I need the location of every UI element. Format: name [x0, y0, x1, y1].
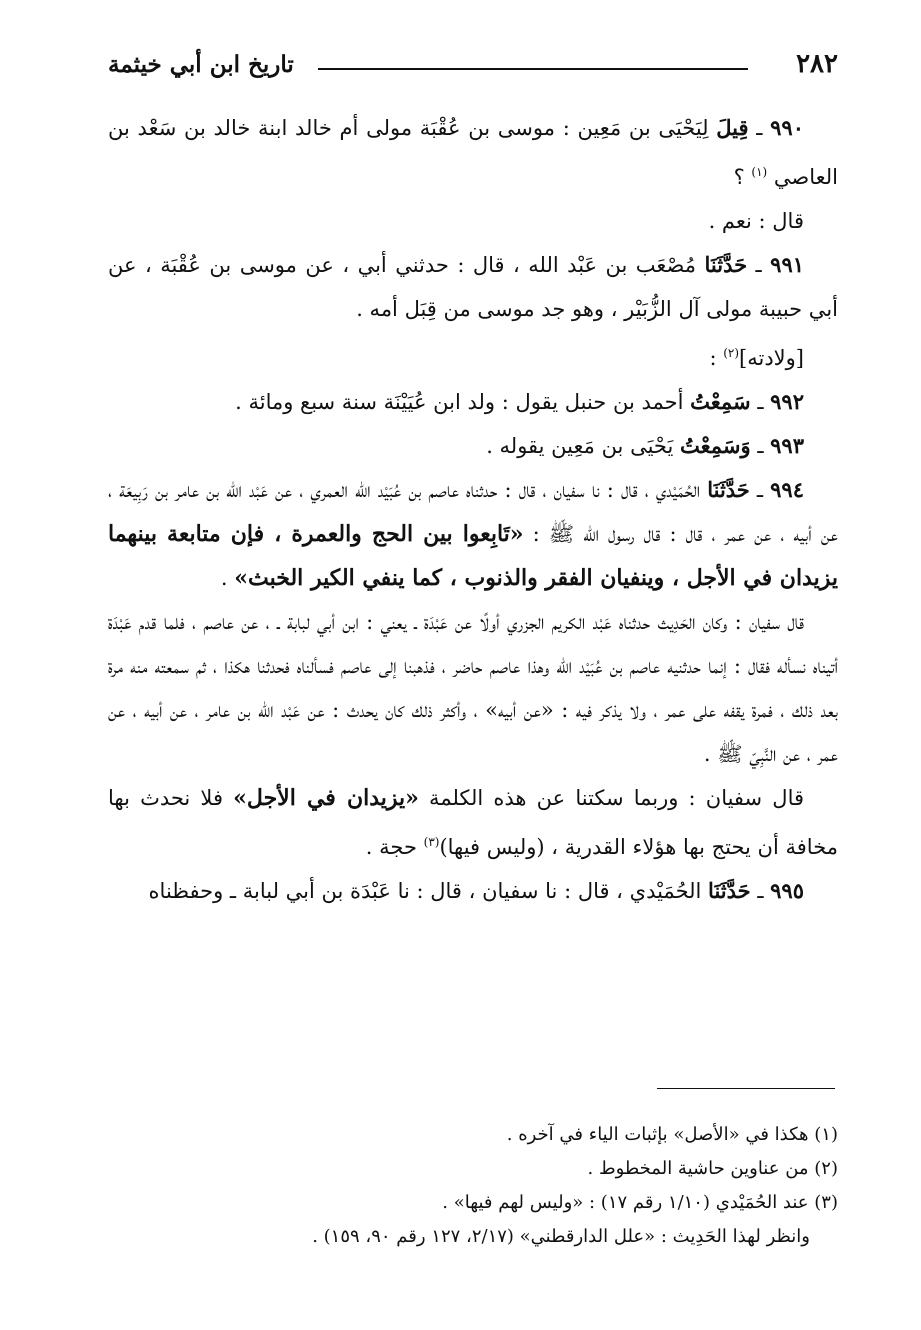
paragraph-sufyan-2: قال سفيان : وربما سكتنا عن هذه الكلمة «يزيدان في الأجل» فلا نحدث بها مخافة أن يحتج بها هؤلاء القدرية ، (وليس فيها)$^{(٣)}$ حجة .	[108, 785, 838, 859]
hadith-number: ٩٩١	[770, 252, 805, 277]
hadith-number: ٩٩٥	[770, 878, 804, 903]
page-header	[108, 44, 838, 84]
paragraph-text: يَحْيَى بن مَعِين يقوله .	[486, 434, 680, 458]
narration-keyword: قِيلَ	[716, 115, 749, 140]
paragraph-text: قال سفيان : وكان الحَدِيث حدثناه عَبْد الكريم الجزري أولًا عن عَبْدَة ـ يعني : ابن أبي لبابة ـ ، عن عاصم ، فلما قدم عَبْدَة أتيناه نسأله فقال : إنما حدثنيه عاصم بن عُبَيْد الله وهذا عاصم حاضر ، فذهبنا إلى عاصم فسألناه فحدثنا هكذا ، ثم سمعته منه مرة بعد ذلك ، فمرة يقفه على عمر ، ولا يذكر فيه : «عن أبيه» ، وأكثر ذلك كان يحدث : عن عَبْد الله بن عامر ، عن أبيه ، عن عمر ، عن النَّبِيّ ﷺ .	[108, 610, 838, 766]
footnote-3-continuation: وانظر لهذا الحَدِيث : «علل الدارقطني» (٢/١٧، ١٢٧ رقم ٩٠، ١٥٩) .	[312, 1226, 810, 1247]
hadith-number: ٩٩٤	[770, 477, 804, 502]
footnote-marker: (١)	[751, 165, 768, 179]
footnote-1: (١) هكذا في «الأصل» بإثبات الياء في آخره .	[506, 1124, 838, 1145]
footnotes	[108, 1118, 838, 1254]
paragraph-text: الحُمَيْدي ، قال : نا سفيان ، قال : حدثناه عاصم بن عُبَيْد الله العمري ، عن عَبْد الله بن عامر بن رَبِيعَة ، عن أبيه ، عن عمر ، قال : قال رسول الله ﷺ :	[108, 478, 838, 546]
paragraph-991: ٩٩١ ـ حَدَّثَنَا مُصْعَب بن عَبْد الله ، قال : حدثني أبي ، عن موسى بن عُقْبَة ، عن أبي حبيبة مولى آل الزُّبَيْر ، وهو جد موسى من قِبَل أمه .	[108, 252, 838, 321]
quoted-phrase: «يزيدان في الأجل»	[233, 785, 419, 811]
narration-keyword: حَدَّثَنَا	[704, 252, 748, 277]
narration-keyword: حَدَّثَنَا	[708, 878, 751, 903]
hadith-number: ٩٩٢	[770, 389, 804, 414]
paragraph-994: ٩٩٤ ـ حَدَّثَنَا الحُمَيْدي ، قال : نا سفيان ، قال : حدثناه عاصم بن عُبَيْد الله العمري ، عن عَبْد الله بن عامر بن رَبِيعَة ، عن أبيه ، عن عمر ، قال : قال رسول الله ﷺ : «تَابِعوا بين الحج والعمرة ، فإن متابعة بينهما يزيدان في الأجل ، وينفيان الفقر والذنوب ، كما ينفي الكير الخبث» .	[108, 477, 838, 591]
footnote-marker: (٢)	[723, 346, 740, 360]
paragraph-993: ٩٩٣ ـ وَسَمِعْتُ يَحْيَى بن مَعِين يقوله .	[486, 433, 804, 458]
main-text	[108, 106, 838, 913]
paragraph-text: قال سفيان : وربما سكتنا عن هذه الكلمة	[418, 786, 805, 810]
paragraph-text: قال : نعم .	[708, 209, 804, 233]
narration-keyword: سَمِعْتُ	[690, 389, 751, 414]
paragraph-text: لِيَحْيَى بن مَعِين : موسى بن عُقْبَة مولى أم خالد ابنة خالد بن سَعْد بن العاصي	[108, 116, 838, 189]
footnote-3: (٣) عند الحُمَيْدي (١/١٠ رقم ١٧) : «وليس لهم فيها» .	[442, 1192, 838, 1213]
paragraph-text: أحمد بن حنبل يقول : ولد ابن عُيَيْنَة سنة سبع ومائة .	[235, 390, 691, 414]
header-rule	[318, 68, 748, 70]
paragraph-text: مُصْعَب بن عَبْد الله ، قال : حدثني أبي ، عن موسى بن عُقْبَة ، عن أبي حبيبة مولى آل الزُّبَيْر ، وهو جد موسى من قِبَل أمه .	[108, 253, 838, 321]
footnote-2: (٢) من عناوين حاشية المخطوط .	[587, 1158, 838, 1179]
page-number: ٢٨٢	[796, 49, 838, 79]
paragraph-sufyan-1	[108, 600, 838, 776]
running-title: تاريخ ابن أبي خيثمة	[108, 50, 294, 78]
section-heading: [ولادته]$^{(٢)}$ :	[709, 346, 804, 370]
hadith-number: ٩٩٣	[770, 433, 804, 458]
paragraph-answer	[108, 199, 838, 243]
hadith-number: ٩٩٠	[770, 115, 804, 140]
paragraph-995: ٩٩٥ ـ حَدَّثَنَا الحُمَيْدي ، قال : نا سفيان ، قال : نا عَبْدَة بن أبي لبابة ـ وحفظناه	[148, 878, 804, 903]
footnote-marker: (٣)	[423, 835, 440, 849]
paragraph-tail: ؟	[733, 165, 752, 189]
paragraph-992: ٩٩٢ ـ سَمِعْتُ أحمد بن حنبل يقول : ولد ابن عُيَيْنَة سنة سبع ومائة .	[235, 389, 804, 414]
footnote-separator	[657, 1088, 835, 1089]
narration-keyword: وَسَمِعْتُ	[680, 433, 751, 458]
section-title: [ولادته]	[739, 346, 804, 370]
prophetic-quote: «تَابِعوا بين الحج والعمرة ، فإن متابعة بينهما يزيدان في الأجل ، وينفيان الفقر والذنوب ، كما ينفي الكير الخبث»	[108, 521, 838, 591]
narration-keyword: حَدَّثَنَا	[707, 477, 750, 502]
paragraph-text: الحُمَيْدي ، قال : نا سفيان ، قال : نا عَبْدَة بن أبي لبابة ـ وحفظناه	[148, 879, 709, 903]
paragraph-990: ٩٩٠ ـ قِيلَ لِيَحْيَى بن مَعِين : موسى بن عُقْبَة مولى أم خالد ابنة خالد بن سَعْد بن العاصي $^{(١)}$ ؟	[108, 115, 838, 189]
